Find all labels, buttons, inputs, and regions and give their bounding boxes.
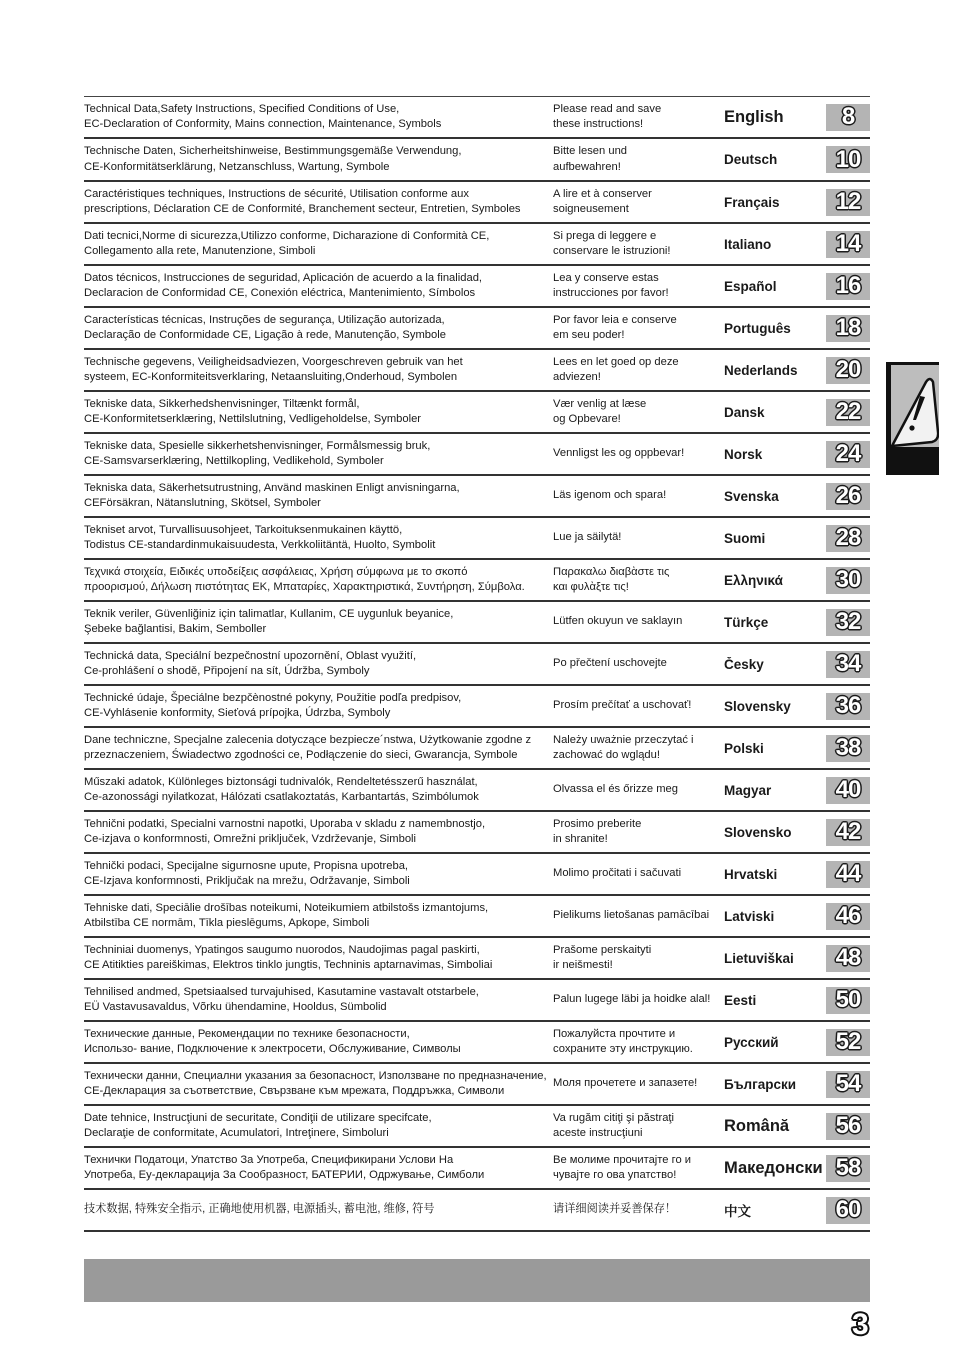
- toc-description: Dane techniczne, Specjalne zalecenia dotyczące bezpiecze´nstwa, Użytkowanie zgodne z przeznaczeniem, Świadectwo zgodności ce, Podłączenie do sieci, Gwarancja, Symbole: [84, 733, 532, 761]
- toc-page-number[interactable]: 14: [826, 231, 870, 258]
- toc-row: [84, 1106, 870, 1148]
- toc-description: Techniniai duomenys, Ypatingos saugumo nuorodos, Naudojimas pagal paskirti, CE Atitikties pareiškimas, Elektros tinklo jungtis, Techninis aptarnavimas, Simboliai: [84, 943, 493, 971]
- toc-row: [84, 266, 870, 308]
- toc-language: English: [724, 107, 784, 126]
- toc-description: Tekniska data, Säkerhetsutrustning, Använd maskinen Enligt anvisningarna, CEFörsäkran, Nätanslutning, Skötsel, Symboler: [84, 481, 460, 509]
- toc-reading-note: Παρακαλω διαβὰστε τις και φυλὰξτε τις!: [553, 565, 670, 593]
- toc-row: [84, 560, 870, 602]
- toc-language: Latviski: [724, 908, 775, 924]
- toc-language: Deutsch: [724, 152, 778, 167]
- toc-page-number[interactable]: 26: [826, 483, 870, 510]
- toc-row: [84, 1190, 870, 1232]
- toc-page-number[interactable]: 54: [826, 1071, 870, 1098]
- toc-reading-note: Prašome perskaityti ir neišmesti!: [553, 943, 652, 971]
- toc-page-number[interactable]: 10: [826, 146, 870, 173]
- toc-reading-note: Por favor leia e conserve em seu poder!: [553, 313, 677, 341]
- toc-page-number[interactable]: 52: [826, 1029, 870, 1056]
- toc-reading-note: Please read and save these instructions!: [553, 102, 662, 130]
- toc-row: [84, 854, 870, 896]
- toc-description: Caractéristiques techniques, Instructions de sécurité, Utilisation conforme aux prescriptions, Déclaration CE de Conformité, Branchement secteur, Entretien, Symboles: [84, 187, 521, 215]
- toc-description: Technická data, Speciální bezpečnostní upozornění, Oblast využití, Ce-prohlášení o shodě, Připojení na sít, Údržba, Symboly: [84, 649, 417, 677]
- toc-description: Dati tecnici,Norme di sicurezza,Utilizzo conforme, Dicharazione di Conformità CE, Collegamento alla rete, Manutenzione, Simboli: [84, 229, 490, 257]
- toc-reading-note: Va rugăm citiţi şi păstraţi aceste instrucţiuni: [553, 1111, 675, 1139]
- toc-description: Tehniske dati, Speciālie drošības noteikumi, Noteikumiem atbilstošs izmantojums, Atbilstība CE normām, Tīkla pieslēgums, Apkope, Simboli: [84, 901, 489, 929]
- toc-description: Technische gegevens, Veiligheidsadviezen, Voorgeschreven gebruik van het systeem, EC-Konformiteitsverklaring, Netaansluiting,Onderhoud, Symbolen: [84, 355, 463, 383]
- toc-reading-note: Vennligst les og oppbevar!: [553, 447, 685, 460]
- toc-page-number[interactable]: 48: [826, 945, 870, 972]
- toc-page-number[interactable]: 58: [826, 1155, 870, 1182]
- toc-row: [84, 139, 870, 182]
- toc-row: [84, 1148, 870, 1190]
- toc-language: Svenska: [724, 488, 779, 504]
- toc-page-number[interactable]: 30: [826, 567, 870, 594]
- toc-description: Teknik veriler, Güvenliğiniz için talimatlar, Kullanim, CE uygunluk beyanice, Şebeke bağlantisi, Bakim, Semboller: [84, 607, 454, 635]
- toc-page-number[interactable]: 24: [826, 441, 870, 468]
- toc-language: Dansk: [724, 404, 765, 420]
- toc-description: Tehnilised andmed, Spetsiaalsed turvajuhised, Kasutamine vastavalt otstarbele, EÜ Vastavusavaldus, Võrku ühendamine, Hooldus, Sümbolid: [84, 985, 479, 1013]
- toc-description: Технические данные, Рекомендации по технике безопасности, Использо- вание, Подключение к электросети, Обслуживание, Символы: [84, 1027, 461, 1055]
- footer-band: [84, 1259, 870, 1302]
- toc-language: Česky: [724, 656, 764, 672]
- toc-language: Ελληνικά: [724, 572, 783, 588]
- toc-description: Technische Daten, Sicherheitshinweise, Bestimmungsgemäße Verwendung, CE-Konformitätserklärung, Netzanschluss, Wartung, Symbole: [84, 145, 462, 173]
- toc-description: Technical Data,Safety Instructions, Specified Conditions of Use, EC-Declaration of Conformity, Mains connection, Maintenance, Symbols: [84, 102, 442, 130]
- toc-language: Nederlands: [724, 362, 798, 378]
- toc-reading-note: Lea y conserve estas instrucciones por favor!: [553, 271, 669, 299]
- toc-row: [84, 980, 870, 1022]
- toc-reading-note: Si prega di leggere e conservare le istruzioni!: [553, 229, 671, 257]
- toc-language: Română: [724, 1116, 790, 1135]
- toc-page-number[interactable]: 32: [826, 609, 870, 636]
- toc-page-number[interactable]: 44: [826, 861, 870, 888]
- toc-language: Français: [724, 194, 780, 210]
- toc-page-number[interactable]: 46: [826, 903, 870, 930]
- toc-reading-note: Molimo pročitati i sačuvati: [553, 867, 682, 880]
- toc-language: Lietuviškai: [724, 950, 794, 966]
- toc-row: [84, 644, 870, 686]
- page-number: 3: [852, 1308, 869, 1341]
- toc-reading-note: Prosimo preberite in shranite!: [553, 817, 642, 845]
- toc-page-number[interactable]: 40: [826, 777, 870, 804]
- toc-reading-note: Bitte lesen und aufbewahren!: [553, 145, 628, 173]
- toc-row: [84, 182, 870, 224]
- warning-exclamation-icon: [886, 362, 939, 475]
- toc-language: Español: [724, 278, 777, 294]
- toc-row: [84, 938, 870, 980]
- toc-reading-note: Lees en let goed op deze adviezen!: [553, 355, 679, 383]
- toc-page-number[interactable]: 8: [826, 104, 870, 131]
- toc-reading-note: A lire et à conserver soigneusement: [553, 187, 652, 215]
- toc-description: Технически данни, Специални указания за безопасност, Използване по предназначение, CE-Декларация за съответствие, Свързване към мрежата, Поддръжка, Символи: [84, 1069, 547, 1097]
- toc-reading-note: Prosím prečítať a uschovať!: [553, 699, 692, 712]
- toc-reading-note: Vær venlig at læse og Opbevare!: [553, 397, 647, 425]
- toc-page-number[interactable]: 12: [826, 189, 870, 216]
- toc-reading-note: Olvassa el és őrizze meg: [553, 783, 678, 796]
- toc-language: Русский: [724, 1034, 779, 1050]
- toc-row: [84, 476, 870, 518]
- toc-language: Suomi: [724, 530, 766, 546]
- toc-row: [84, 350, 870, 392]
- toc-page-number[interactable]: 20: [826, 357, 870, 384]
- toc-page-number[interactable]: 22: [826, 399, 870, 426]
- toc-reading-note: Pielikums lietošanas pamācībai: [553, 909, 710, 922]
- toc-language: Magyar: [724, 782, 772, 798]
- toc-page-number[interactable]: 60: [826, 1197, 870, 1224]
- toc-language: Italiano: [724, 236, 772, 252]
- toc-page-number[interactable]: 16: [826, 273, 870, 300]
- toc-language: Polski: [724, 740, 764, 756]
- toc-reading-note: Пожалуйста прочтите и сохраните эту инструкцию.: [553, 1027, 693, 1055]
- warning-side-tab: [886, 362, 939, 475]
- toc-row: [84, 728, 870, 770]
- toc-page-number[interactable]: 18: [826, 315, 870, 342]
- toc-language: Português: [724, 320, 791, 336]
- toc-description: Tekniske data, Sikkerhedshenvisninger, Tiltænkt formål, CE-Konformitetserklæring, Nettilslutning, Vedligeholdelse, Symboler: [84, 397, 422, 425]
- toc-reading-note: Моля прочетете и запазете!: [553, 1077, 698, 1090]
- toc-language: Norsk: [724, 446, 763, 462]
- toc-description: Tekniske data, Spesielle sikkerhetshenvisninger, Formålsmessig bruk, CE-Samsvarserklæring, Nettilkopling, Vedlikehold, Symboler: [84, 439, 431, 467]
- toc-row: [84, 686, 870, 728]
- toc-language: 中文: [724, 1204, 751, 1219]
- toc-description: Tehnički podaci, Specijalne sigurnosne upute, Propisna upotreba, CE-Izjava konformnosti, Priključak na mrežu, Održavanje, Simboli: [84, 859, 410, 887]
- toc-reading-note: Po přečtení uschovejte: [553, 657, 667, 670]
- toc-language: Македонски: [724, 1158, 823, 1177]
- toc-reading-note: Lue ja säilytä!: [553, 531, 622, 544]
- toc-language: Türkçe: [724, 614, 769, 630]
- toc-page-number[interactable]: 36: [826, 693, 870, 720]
- toc-language: Български: [724, 1076, 797, 1092]
- toc-language: Hrvatski: [724, 866, 778, 882]
- toc-reading-note: Läs igenom och spara!: [553, 489, 667, 502]
- toc-reading-note: Lütfen okuyun ve saklayın: [553, 615, 683, 628]
- toc-row: [84, 602, 870, 644]
- toc-page-number[interactable]: 56: [826, 1113, 870, 1140]
- toc-row: [84, 1022, 870, 1064]
- toc-page-number[interactable]: 28: [826, 525, 870, 552]
- toc-row: [84, 518, 870, 560]
- toc-reading-note: Należy uważnie przeczytać i zachować do wglądu!: [553, 733, 694, 761]
- toc-row: [84, 812, 870, 854]
- toc-row: [84, 770, 870, 812]
- toc-description: Technické údaje, Špeciálne bezpčènostné pokyny, Použitie podľa predpisov, CE-Vyhlásenie konformity, Sieťová prípojka, Údrzba, Symboly: [84, 691, 462, 719]
- toc-description: 技术数据, 特殊安全指示, 正确地使用机器, 电源插头, 蓄电池, 维修, 符号: [84, 1203, 435, 1216]
- toc-row: [84, 392, 870, 434]
- toc-page-number[interactable]: 38: [826, 735, 870, 762]
- toc-row: [84, 97, 870, 139]
- table-of-contents: [84, 96, 870, 1232]
- toc-row: [84, 308, 870, 350]
- toc-page-number[interactable]: 42: [826, 819, 870, 846]
- toc-description: Características técnicas, Instruções de segurança, Utilização autorizada, Declaração de Conformidade CE, Ligação à rede, Manutenção, Symbole: [84, 313, 446, 341]
- toc-description: Τεχνικά στοιχεία, Ειδικές υποδείξεις ασφάλειας, Χρήση σύμφωνα με το σκοπό προορισμού, Δήλωση πιστότητας ΕΚ, Μπαταρίες, Χαρακτηριστικά, Συντήρηση, Σύμβολα.: [84, 565, 525, 593]
- toc-reading-note: 请详细阅读并妥善保存！: [553, 1203, 677, 1216]
- toc-row: [84, 896, 870, 938]
- toc-page-number[interactable]: 50: [826, 987, 870, 1014]
- toc-reading-note: Palun lugege läbi ja hoidke alal!: [553, 993, 711, 1006]
- toc-row: [84, 224, 870, 266]
- toc-description: Технички Податоци, Упатство За Употреба, Спецификирани Услови На Употреба, Еу-декларација За Сообразност, БАТЕРИИ, Одржување, Симболи: [84, 1153, 485, 1181]
- toc-description: Műszaki adatok, Különleges biztonsági tudnivalók, Rendeltetésszerű használat, Ce-azonossági nyilatkozat, Hálózati csatlakoztatás, Karbantartás, Szimbólumok: [84, 775, 479, 803]
- toc-description: Datos técnicos, Instrucciones de seguridad, Aplicación de acuerdo a la finalidad, Declaracion de Conformidad CE, Conexión eléctrica, Mantenimiento, Símbolos: [84, 271, 483, 299]
- toc-row: [84, 1064, 870, 1106]
- toc-description: Tehnični podatki, Specialni varnostni napotki, Uporaba v skladu z namembnostjo, Ce-izjava o konformnosti, Omrežni priključek, Vzdrževanje, Simboli: [84, 817, 486, 845]
- toc-reading-note: Ве молиме прочитајте го и чувајте го ова упатство!: [553, 1153, 692, 1181]
- toc-language: Eesti: [724, 992, 757, 1008]
- toc-page-number[interactable]: 34: [826, 651, 870, 678]
- toc-language: Slovensko: [724, 824, 792, 840]
- toc-language: Slovensky: [724, 698, 791, 714]
- toc-description: Date tehnice, Instrucţiuni de securitate, Condiţii de utilizare specifcate, Declaraţie de conformitate, Acumulatori, Intreţinere, Simboluri: [84, 1111, 432, 1139]
- toc-row: [84, 434, 870, 476]
- toc-description: Tekniset arvot, Turvallisuusohjeet, Tarkoituksenmukainen käyttö, Todistus CE-standardinmukaisuudesta, Verkkoliitäntä, Huolto, Symbolit: [84, 523, 436, 551]
